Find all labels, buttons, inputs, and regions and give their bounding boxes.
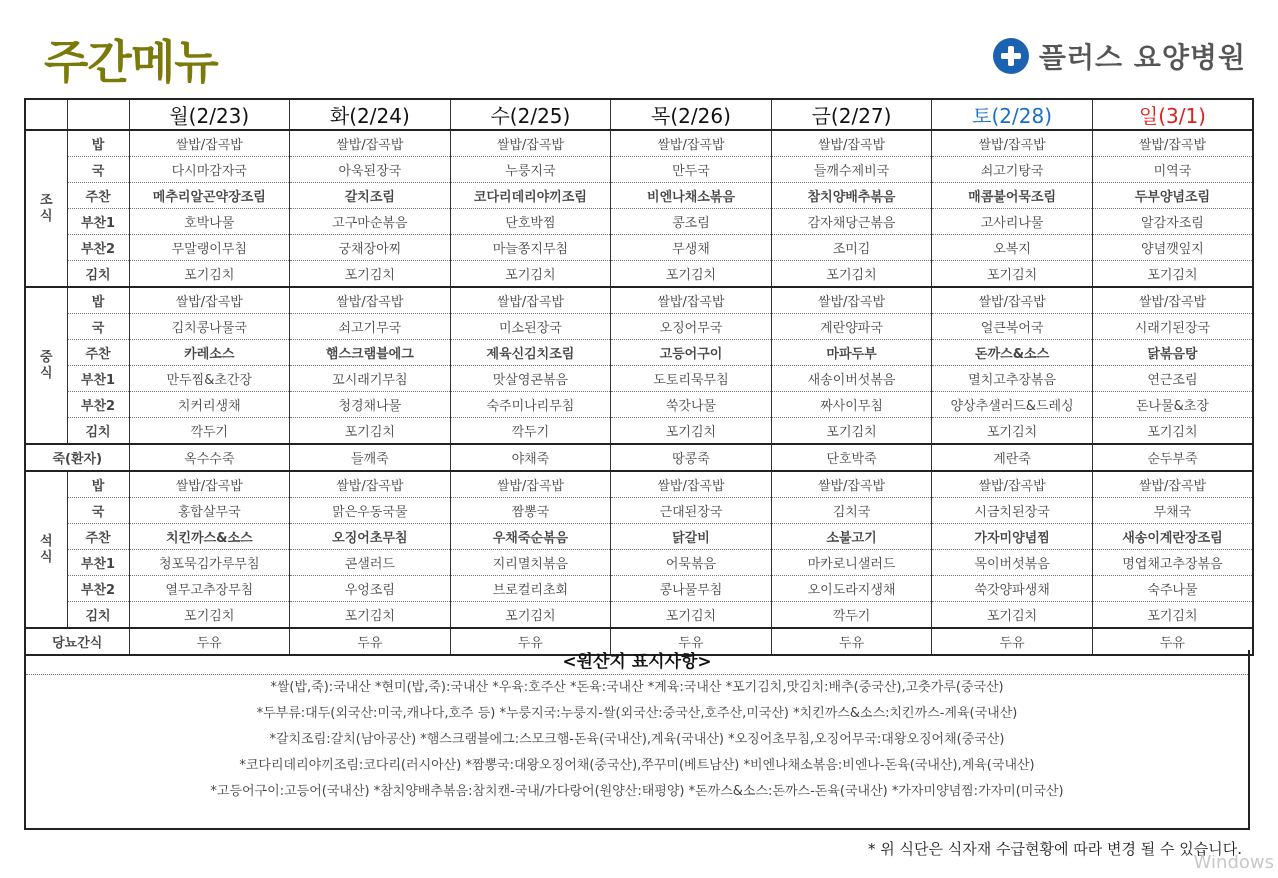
menu-cell: 쌀밥/잡곡밥	[290, 130, 451, 157]
menu-cell: 갈치조림	[290, 183, 451, 209]
menu-cell: 호박나물	[129, 209, 290, 235]
menu-cell: 포기김치	[611, 602, 772, 629]
menu-row	[25, 602, 1253, 629]
menu-cell: 비엔나채소볶음	[611, 183, 772, 209]
menu-cell: 쌀밥/잡곡밥	[129, 287, 290, 314]
menu-cell: 두부양념조림	[1092, 183, 1253, 209]
menu-cell: 마카로니샐러드	[771, 550, 932, 576]
menu-cell: 궁채장아찌	[290, 235, 451, 261]
menu-cell: 쌀밥/잡곡밥	[290, 471, 451, 498]
menu-cell: 단호박죽	[771, 444, 932, 471]
menu-cell: 쇠고기탕국	[932, 157, 1093, 183]
day-header-sun: 일(3/1)	[1092, 99, 1253, 130]
menu-cell: 치킨까스&소스	[129, 524, 290, 550]
menu-row	[25, 287, 1253, 314]
watermark: Windows	[1193, 852, 1274, 873]
menu-cell: 열무고추장무침	[129, 576, 290, 602]
menu-cell: 만두국	[611, 157, 772, 183]
menu-cell: 땅콩죽	[611, 444, 772, 471]
menu-cell: 돈나물&초장	[1092, 392, 1253, 418]
menu-row	[25, 498, 1253, 524]
menu-cell: 포기김치	[290, 261, 451, 288]
menu-cell: 얼큰북어국	[932, 314, 1093, 340]
menu-cell: 김치콩나물국	[129, 314, 290, 340]
day-header-sat: 토(2/28)	[932, 99, 1093, 130]
menu-cell: 연근조림	[1092, 366, 1253, 392]
menu-row	[25, 418, 1253, 445]
menu-row	[25, 576, 1253, 602]
menu-cell: 새송이계란장조림	[1092, 524, 1253, 550]
day-header-row	[25, 99, 1253, 130]
menu-cell: 쌀밥/잡곡밥	[1092, 471, 1253, 498]
menu-cell: 숙주나물	[1092, 576, 1253, 602]
menu-cell: 코다리데리야끼조림	[450, 183, 611, 209]
menu-cell: 쌀밥/잡곡밥	[771, 130, 932, 157]
menu-cell: 두유	[771, 628, 932, 655]
menu-cell: 만두찜&초간장	[129, 366, 290, 392]
menu-cell: 다시마감자국	[129, 157, 290, 183]
menu-row	[25, 235, 1253, 261]
menu-cell: 햄스크램블에그	[290, 340, 451, 366]
menu-cell: 고구마순볶음	[290, 209, 451, 235]
menu-cell: 홍합살무국	[129, 498, 290, 524]
menu-cell: 닭볶음탕	[1092, 340, 1253, 366]
menu-cell: 쌀밥/잡곡밥	[129, 471, 290, 498]
menu-cell: 꼬시래기무침	[290, 366, 451, 392]
day-header-mon: 월(2/23)	[129, 99, 290, 130]
menu-cell: 참치양배추볶음	[771, 183, 932, 209]
row-label: 부찬2	[67, 235, 129, 261]
menu-cell: 조미김	[771, 235, 932, 261]
menu-cell: 포기김치	[1092, 602, 1253, 629]
menu-cell: 깍두기	[450, 418, 611, 445]
row-label: 부찬1	[67, 366, 129, 392]
menu-cell: 쌀밥/잡곡밥	[932, 471, 1093, 498]
menu-cell: 포기김치	[129, 602, 290, 629]
menu-cell: 가자미양념찜	[932, 524, 1093, 550]
corner-cell	[67, 99, 129, 130]
menu-cell: 콘샐러드	[290, 550, 451, 576]
page-title: 주간메뉴	[44, 35, 218, 89]
row-label: 부찬2	[67, 576, 129, 602]
menu-cell: 맛살영콘볶음	[450, 366, 611, 392]
menu-cell: 순두부죽	[1092, 444, 1253, 471]
menu-cell: 계란죽	[932, 444, 1093, 471]
menu-cell: 오징어초무침	[290, 524, 451, 550]
row-label: 주찬	[67, 524, 129, 550]
menu-cell: 새송이버섯볶음	[771, 366, 932, 392]
origin-line: *갈치조림:갈치(남아공산) *햄스크램블에그:스모크햄-돈육(국내산),계육(국내산) *오징어초무침,오징어무국:대왕오징어채(중국산)	[269, 732, 1005, 747]
menu-cell: 포기김치	[1092, 261, 1253, 288]
menu-cell: 들깨수제비국	[771, 157, 932, 183]
menu-cell: 마파두부	[771, 340, 932, 366]
menu-cell: 쌀밥/잡곡밥	[932, 287, 1093, 314]
menu-cell: 쑥갓양파생채	[932, 576, 1093, 602]
menu-cell: 오징어무국	[611, 314, 772, 340]
row-label: 부찬2	[67, 392, 129, 418]
row-label: 부찬1	[67, 209, 129, 235]
menu-row	[25, 471, 1253, 498]
menu-cell: 청경채나물	[290, 392, 451, 418]
menu-cell: 무말랭이무침	[129, 235, 290, 261]
origin-line: *고등어구이:고등어(국내산) *참치양배추볶음:참치캔-국내/가다랑어(원양산:태평양) *돈까스&소스:돈까스-돈육(국내산) *가자미양념찜:가자미(미국산)	[210, 784, 1064, 799]
menu-cell: 두유	[290, 628, 451, 655]
menu-row	[25, 444, 1253, 471]
menu-cell: 쌀밥/잡곡밥	[771, 471, 932, 498]
weekly-menu-table	[24, 98, 1254, 656]
menu-cell: 포기김치	[771, 418, 932, 445]
meal-label-breakfast: 조 식	[25, 130, 67, 287]
menu-cell: 고등어구이	[611, 340, 772, 366]
menu-cell: 짜사이무침	[771, 392, 932, 418]
menu-cell: 포기김치	[290, 418, 451, 445]
menu-cell: 쌀밥/잡곡밥	[450, 287, 611, 314]
menu-cell: 쌀밥/잡곡밥	[450, 471, 611, 498]
menu-row	[25, 524, 1253, 550]
menu-cell: 도토리묵무침	[611, 366, 772, 392]
menu-row	[25, 314, 1253, 340]
origin-title: <원산지 표시사항>	[26, 650, 1248, 675]
menu-row	[25, 130, 1253, 157]
menu-cell: 계란양파국	[771, 314, 932, 340]
menu-row	[25, 340, 1253, 366]
menu-cell: 쌀밥/잡곡밥	[1092, 287, 1253, 314]
menu-cell: 우채죽순볶음	[450, 524, 611, 550]
menu-cell: 근대된장국	[611, 498, 772, 524]
menu-row	[25, 157, 1253, 183]
menu-cell: 명엽채고추장볶음	[1092, 550, 1253, 576]
menu-cell: 오이도라지생채	[771, 576, 932, 602]
menu-cell: 카레소스	[129, 340, 290, 366]
change-notice: * 위 식단은 식자재 수급현황에 따라 변경 될 수 있습니다.	[868, 840, 1242, 858]
row-label-porridge: 죽(환자)	[25, 444, 129, 471]
menu-cell: 마늘쫑지무침	[450, 235, 611, 261]
menu-cell: 짬뽕국	[450, 498, 611, 524]
menu-cell: 아욱된장국	[290, 157, 451, 183]
day-header-wed: 수(2/25)	[450, 99, 611, 130]
menu-cell: 두유	[129, 628, 290, 655]
plus-circle-icon	[993, 38, 1029, 74]
menu-cell: 포기김치	[450, 261, 611, 288]
menu-cell: 포기김치	[129, 261, 290, 288]
origin-line: *두부류:대두(외국산:미국,캐나다,호주 등) *누룽지국:누룽지-쌀(외국산:중국산,호주산,미국산) *치킨까스&소스:치킨까스-계육(국내산)	[256, 706, 1018, 721]
row-label: 주찬	[67, 183, 129, 209]
hospital-brand	[993, 36, 1246, 76]
row-label: 주찬	[67, 340, 129, 366]
meal-label-lunch: 중 식	[25, 287, 67, 444]
row-label: 부찬1	[67, 550, 129, 576]
menu-cell: 멸치고추장볶음	[932, 366, 1093, 392]
menu-cell: 쌀밥/잡곡밥	[290, 287, 451, 314]
menu-cell: 들깨죽	[290, 444, 451, 471]
menu-row	[25, 366, 1253, 392]
hospital-name: 플러스 요양병원	[1038, 41, 1246, 74]
menu-cell: 쑥갓나물	[611, 392, 772, 418]
menu-cell: 포기김치	[932, 261, 1093, 288]
menu-cell: 쌀밥/잡곡밥	[771, 287, 932, 314]
menu-cell: 우엉조림	[290, 576, 451, 602]
menu-cell: 포기김치	[771, 261, 932, 288]
menu-cell: 양념깻잎지	[1092, 235, 1253, 261]
menu-cell: 깍두기	[771, 602, 932, 629]
menu-cell: 오복지	[932, 235, 1093, 261]
row-label: 김치	[67, 602, 129, 629]
menu-cell: 소불고기	[771, 524, 932, 550]
day-header-fri: 금(2/27)	[771, 99, 932, 130]
menu-cell: 포기김치	[1092, 418, 1253, 445]
menu-cell: 쌀밥/잡곡밥	[611, 471, 772, 498]
row-label: 김치	[67, 418, 129, 445]
menu-cell: 쌀밥/잡곡밥	[1092, 130, 1253, 157]
row-label: 국	[67, 157, 129, 183]
menu-cell: 치커리생채	[129, 392, 290, 418]
menu-cell: 포기김치	[932, 602, 1093, 629]
menu-cell: 시래기된장국	[1092, 314, 1253, 340]
menu-cell: 쇠고기무국	[290, 314, 451, 340]
row-label: 국	[67, 498, 129, 524]
menu-cell: 옥수수죽	[129, 444, 290, 471]
menu-cell: 맑은우동국물	[290, 498, 451, 524]
menu-cell: 포기김치	[450, 602, 611, 629]
menu-cell: 쌀밥/잡곡밥	[450, 130, 611, 157]
menu-cell: 고사리나물	[932, 209, 1093, 235]
menu-cell: 무생채	[611, 235, 772, 261]
menu-cell: 감자채당근볶음	[771, 209, 932, 235]
menu-cell: 숙주미나리무침	[450, 392, 611, 418]
row-label: 김치	[67, 261, 129, 288]
menu-cell: 쌀밥/잡곡밥	[932, 130, 1093, 157]
menu-cell: 브로컬리초회	[450, 576, 611, 602]
origin-line: *코다리데리야끼조림:코다리(러시아산) *짬뽕국:대왕오징어채(중국산),쭈꾸미(베트남산) *비엔나채소볶음:비엔나-돈육(국내산),계육(국내산)	[239, 758, 1035, 773]
menu-row	[25, 550, 1253, 576]
menu-row	[25, 183, 1253, 209]
menu-cell: 포기김치	[290, 602, 451, 629]
menu-cell: 어묵볶음	[611, 550, 772, 576]
menu-cell: 미소된장국	[450, 314, 611, 340]
menu-cell: 미역국	[1092, 157, 1253, 183]
menu-cell: 단호박찜	[450, 209, 611, 235]
menu-cell: 두유	[932, 628, 1093, 655]
menu-row	[25, 209, 1253, 235]
menu-cell: 시금치된장국	[932, 498, 1093, 524]
origin-line: *쌀(밥,죽):국내산 *현미(밥,죽):국내산 *우육:호주산 *돈육:국내산 *계육:국내산 *포기김치,맛김치:배추(중국산),고춧가루(중국산)	[270, 680, 1004, 695]
menu-cell: 김치국	[771, 498, 932, 524]
menu-cell: 청포묵김가루무침	[129, 550, 290, 576]
menu-cell: 쌀밥/잡곡밥	[129, 130, 290, 157]
menu-row	[25, 392, 1253, 418]
meal-label-dinner: 석 식	[25, 471, 67, 628]
menu-cell: 두유	[1092, 628, 1253, 655]
row-label-snack: 당뇨간식	[25, 628, 129, 655]
menu-cell: 돈까스&소스	[932, 340, 1093, 366]
row-label: 밥	[67, 287, 129, 314]
day-header-thu: 목(2/26)	[611, 99, 772, 130]
row-label: 밥	[67, 471, 129, 498]
menu-cell: 메추리알곤약장조림	[129, 183, 290, 209]
menu-cell: 야채죽	[450, 444, 611, 471]
menu-cell: 두유	[611, 628, 772, 655]
menu-cell: 양상추샐러드&드레싱	[932, 392, 1093, 418]
menu-cell: 알감자조림	[1092, 209, 1253, 235]
menu-cell: 포기김치	[611, 261, 772, 288]
menu-cell: 매콤불어묵조림	[932, 183, 1093, 209]
origin-notice	[24, 650, 1250, 830]
day-header-tue: 화(2/24)	[290, 99, 451, 130]
menu-cell: 쌀밥/잡곡밥	[611, 130, 772, 157]
row-label: 국	[67, 314, 129, 340]
menu-cell: 포기김치	[932, 418, 1093, 445]
menu-cell: 쌀밥/잡곡밥	[611, 287, 772, 314]
row-label: 밥	[67, 130, 129, 157]
menu-cell: 깍두기	[129, 418, 290, 445]
menu-cell: 무채국	[1092, 498, 1253, 524]
menu-cell: 지리멸치볶음	[450, 550, 611, 576]
menu-cell: 콩조림	[611, 209, 772, 235]
menu-cell: 목이버섯볶음	[932, 550, 1093, 576]
corner-cell	[25, 99, 67, 130]
menu-cell: 콩나물무침	[611, 576, 772, 602]
menu-row	[25, 261, 1253, 288]
menu-cell: 포기김치	[611, 418, 772, 445]
menu-cell: 누룽지국	[450, 157, 611, 183]
menu-cell: 제육신김치조림	[450, 340, 611, 366]
menu-cell: 두유	[450, 628, 611, 655]
menu-cell: 닭갈비	[611, 524, 772, 550]
